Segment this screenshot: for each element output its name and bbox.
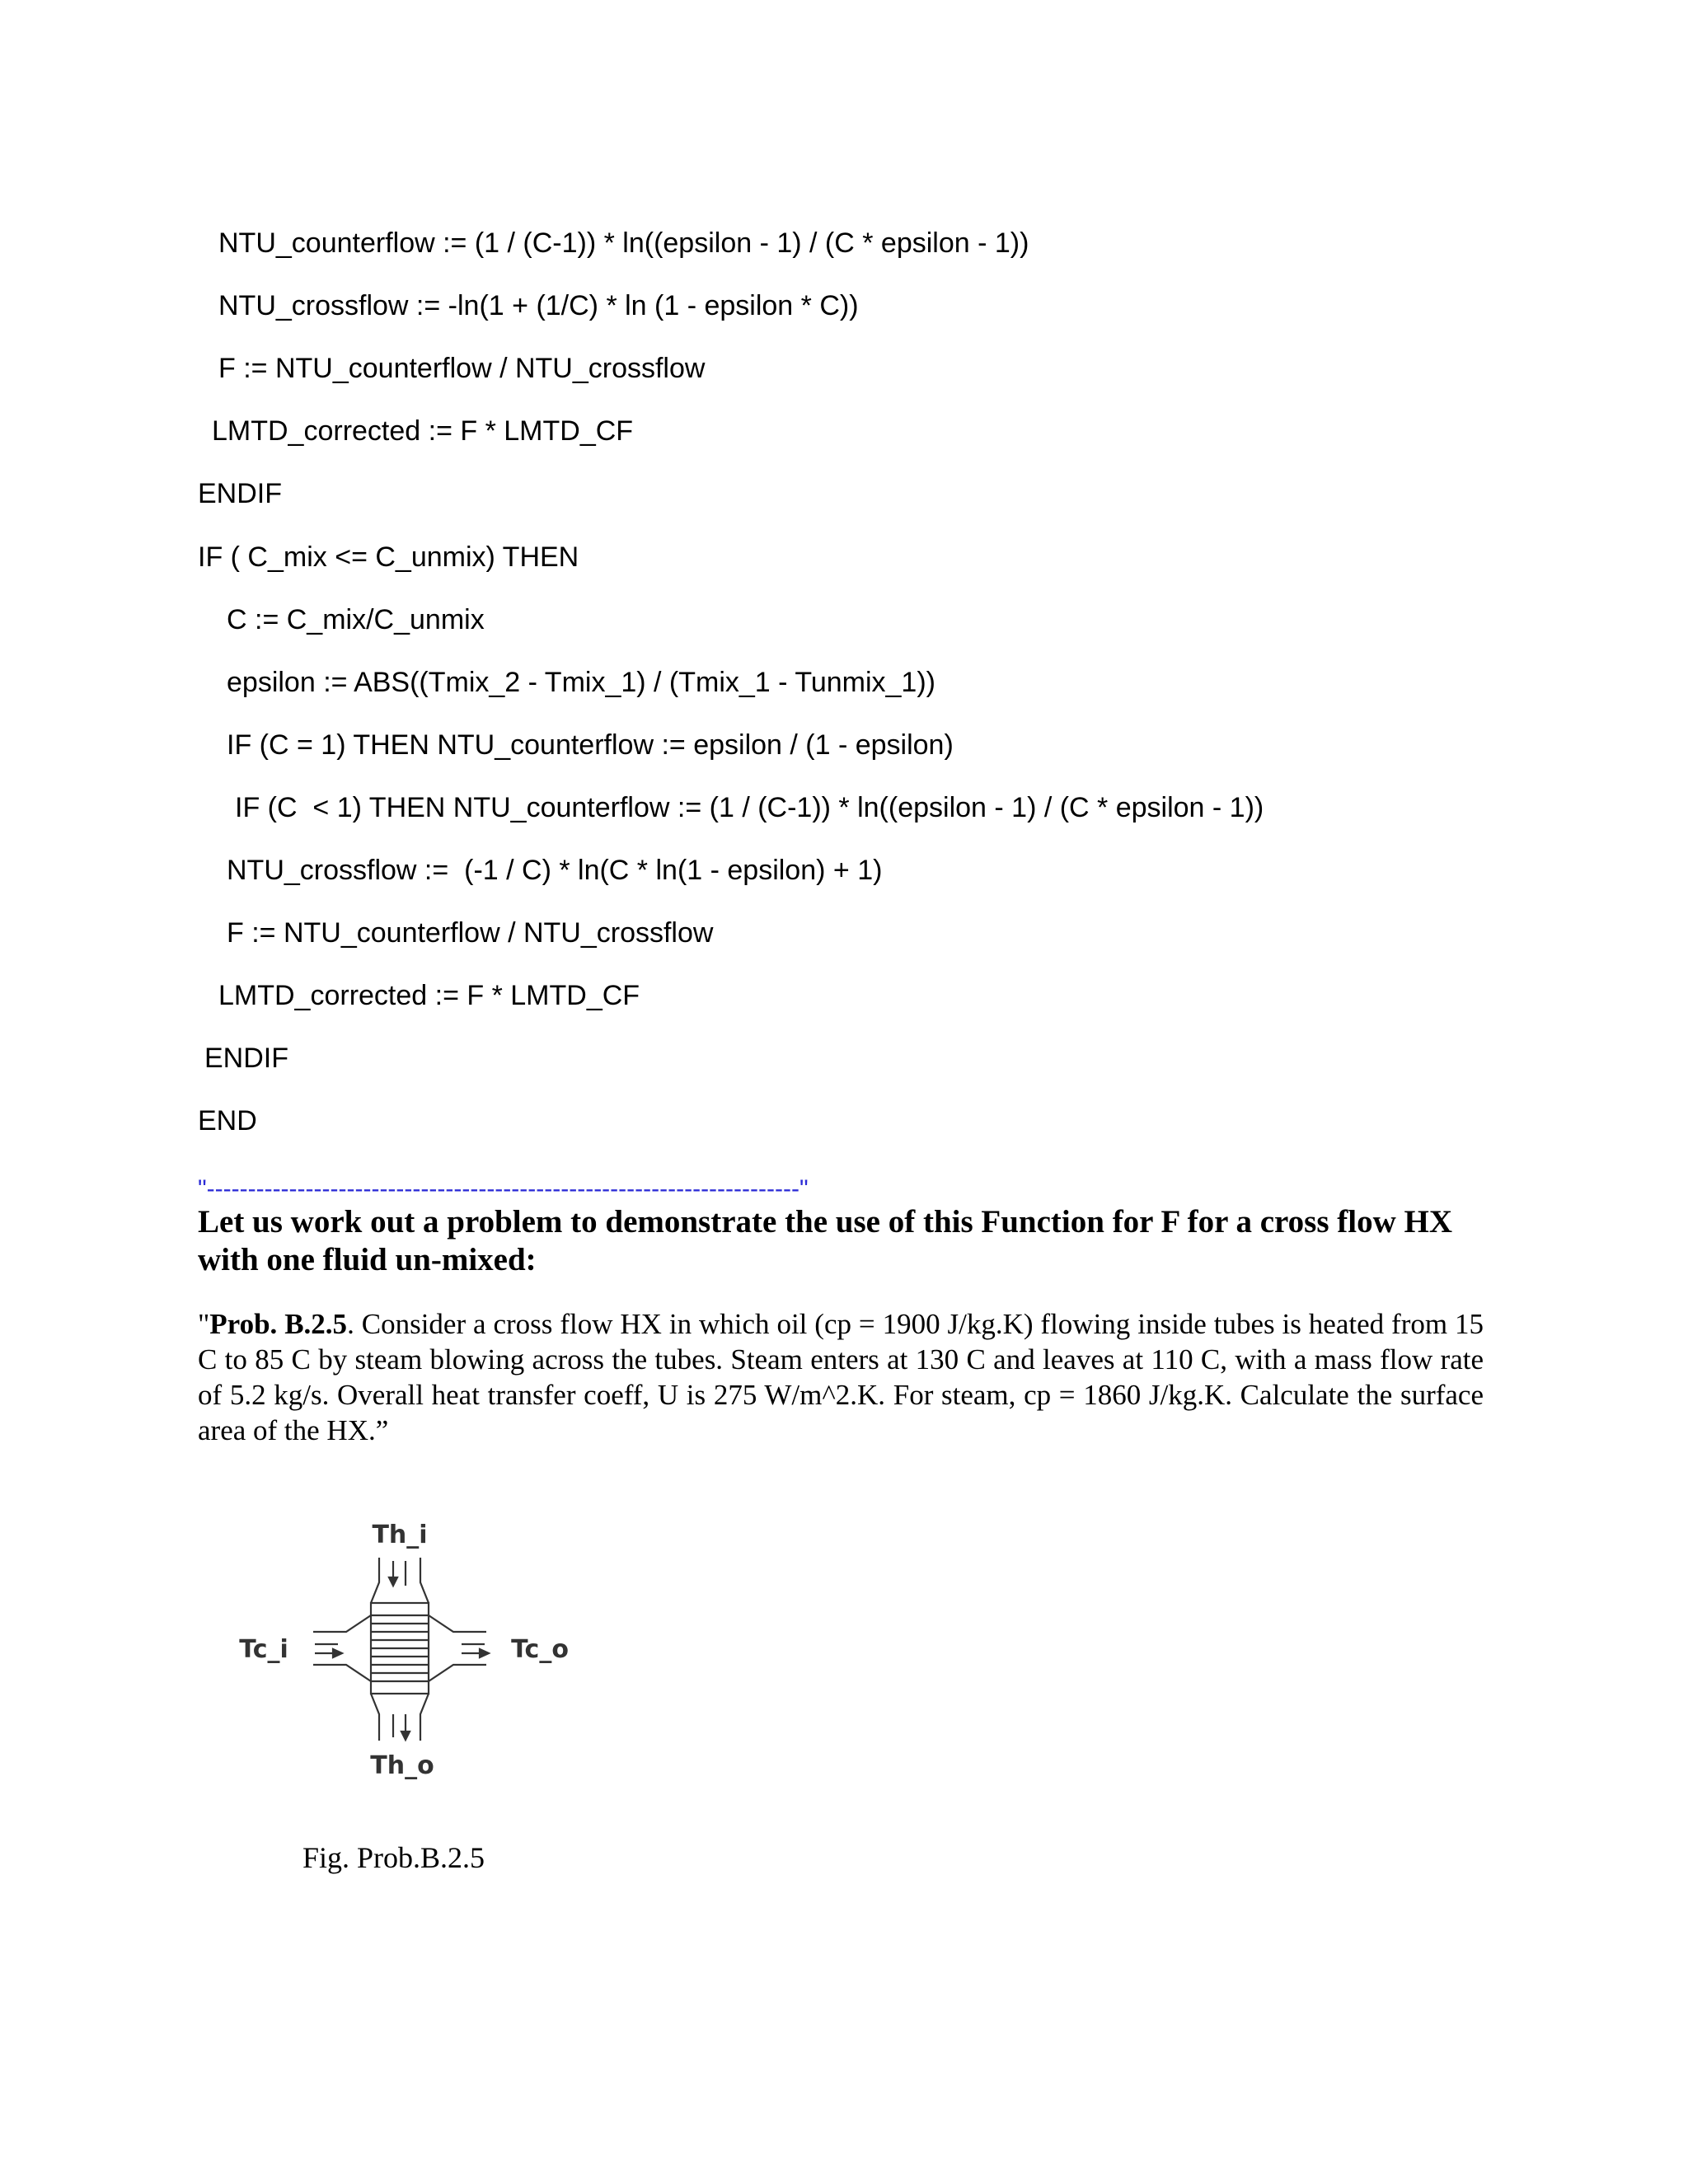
top-duct-left-wall bbox=[371, 1558, 379, 1603]
code-line-if-c-equals-1: IF (C = 1) THEN NTU_counterflow := epsilon / (1 - epsilon) bbox=[227, 729, 954, 761]
label-th-i: Th_i bbox=[372, 1521, 428, 1549]
right-duct-bottom-wall bbox=[429, 1665, 486, 1681]
code-line-ntu-crossflow-2: NTU_crossflow := (-1 / C) * ln(C * ln(1 - epsilon) + 1) bbox=[227, 855, 883, 886]
code-line-endif: ENDIF bbox=[198, 478, 282, 509]
code-line-c-ratio: C := C_mix/C_unmix bbox=[227, 604, 485, 635]
code-line-ntu-crossflow: NTU_crossflow := -ln(1 + (1/C) * ln (1 - epsilon * C)) bbox=[218, 290, 859, 321]
code-line-if-c-less-1: IF (C < 1) THEN NTU_counterflow := (1 / (C-1)) * ln((epsilon - 1) / (C * epsilon - 1)) bbox=[235, 792, 1264, 823]
crossflow-hx-diagram bbox=[223, 1508, 602, 1821]
code-line-lmtd-corrected: LMTD_corrected := F * LMTD_CF bbox=[212, 415, 634, 447]
code-line-if-cmix: IF ( C_mix <= C_unmix) THEN bbox=[198, 541, 579, 573]
label-tc-i: Tc_i bbox=[239, 1635, 288, 1664]
label-th-o: Th_o bbox=[370, 1751, 434, 1780]
right-duct-top-wall bbox=[429, 1615, 486, 1632]
left-duct-top-wall bbox=[313, 1615, 371, 1632]
label-tc-o: Tc_o bbox=[511, 1635, 569, 1664]
problem-text: . Consider a cross flow HX in which oil (cp = 1900 J/kg.K) flowing inside tubes is heated from 15 C to 85 C by steam blowing across the tubes. Steam enters at 130 C and leaves at 110 C, with a mass flow rate of 5.2 kg/s. Overall heat transfer coeff, U is 275 W/m^2.K. For steam, cp = 1860 J/kg.K. Calculate the surface area of the HX.” bbox=[198, 1308, 1484, 1446]
code-line-f-2: F := NTU_counterflow / NTU_crossflow bbox=[227, 917, 714, 949]
code-line-lmtd-corrected-2: LMTD_corrected := F * LMTD_CF bbox=[218, 980, 640, 1011]
left-duct-bottom-wall bbox=[313, 1665, 371, 1681]
tube-bundle bbox=[371, 1615, 429, 1681]
section-heading: Let us work out a problem to demonstrate the use of this Function for F for a cross flow HX with one fluid un-mixed: bbox=[198, 1204, 1453, 1277]
separator-line: "------------------------------------------------------------------------" bbox=[198, 1175, 809, 1202]
code-line-endif-2: ENDIF bbox=[204, 1043, 288, 1074]
figure-caption: Fig. Prob.B.2.5 bbox=[302, 1841, 485, 1874]
problem-label: Prob. B.2.5 bbox=[209, 1308, 348, 1340]
bottom-duct-left-wall bbox=[371, 1694, 379, 1741]
bottom-duct-right-wall bbox=[420, 1694, 429, 1741]
code-line-ntu-counterflow: NTU_counterflow := (1 / (C-1)) * ln((epsilon - 1) / (C * epsilon - 1)) bbox=[218, 227, 1029, 259]
code-line-epsilon: epsilon := ABS((Tmix_2 - Tmix_1) / (Tmix_1 - Tunmix_1)) bbox=[227, 667, 935, 698]
problem-open-quote: " bbox=[198, 1308, 210, 1340]
problem-statement bbox=[198, 1306, 1484, 1448]
code-line-end: END bbox=[198, 1105, 257, 1137]
top-duct-right-wall bbox=[420, 1558, 429, 1603]
code-line-f: F := NTU_counterflow / NTU_crossflow bbox=[218, 353, 706, 384]
